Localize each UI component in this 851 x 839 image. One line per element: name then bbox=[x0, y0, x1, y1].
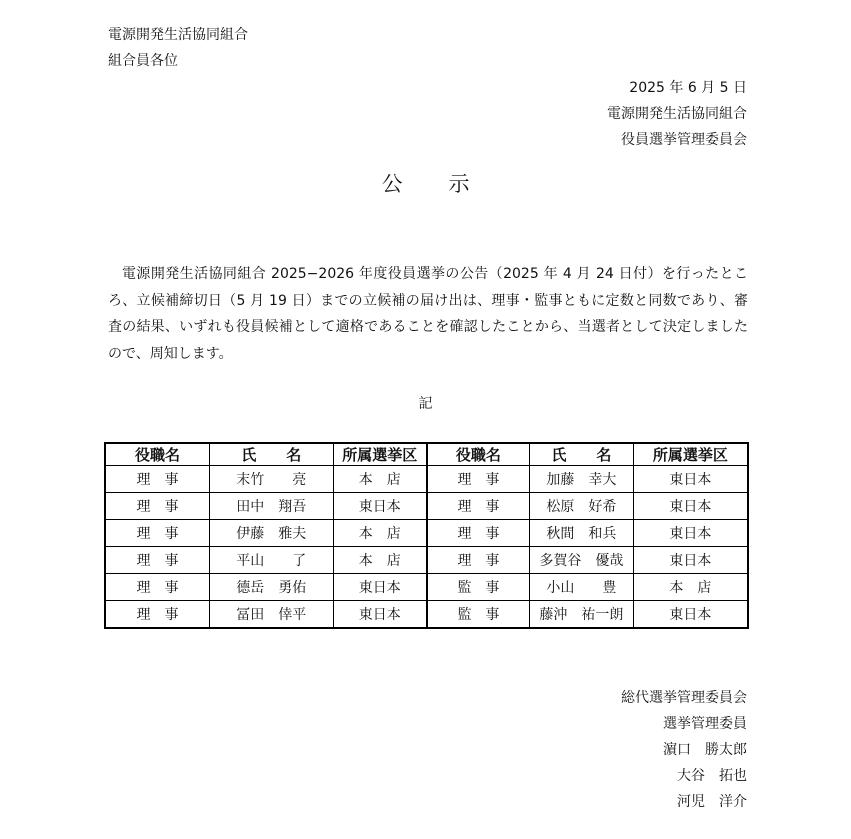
header-position: 役職名 bbox=[105, 443, 210, 466]
signature-committee: 総代選挙管理委員会 bbox=[621, 690, 747, 706]
cell-position: 監 事 bbox=[427, 601, 530, 629]
table-row bbox=[105, 601, 748, 629]
cell-position: 理 事 bbox=[105, 601, 210, 629]
cell-name: 伊藤 雅夫 bbox=[210, 520, 334, 547]
cell-position: 理 事 bbox=[105, 574, 210, 601]
header-district: 所属選挙区 bbox=[333, 443, 427, 466]
table-row bbox=[105, 574, 748, 601]
cell-name: 藤沖 祐一朗 bbox=[529, 601, 633, 629]
table-row bbox=[105, 466, 748, 493]
cell-position: 監 事 bbox=[427, 574, 530, 601]
cell-name: 德岳 勇佑 bbox=[210, 574, 334, 601]
table-row bbox=[105, 493, 748, 520]
cell-name: 末竹 亮 bbox=[210, 466, 334, 493]
cell-position: 理 事 bbox=[105, 493, 210, 520]
cell-district: 本 店 bbox=[333, 520, 427, 547]
header-name: 氏 名 bbox=[529, 443, 633, 466]
cell-name: 小山 豊 bbox=[529, 574, 633, 601]
cell-district: 本 店 bbox=[333, 547, 427, 574]
cell-district: 本 店 bbox=[333, 466, 427, 493]
body-paragraph: 電源開発生活協同組合 2025−2026 年度役員選挙の公告（2025 年 4 月 24 日付）を行ったところ、立候補締切日（5 月 19 日）までの立候補の届け出は、理事・監事ともに定数と同数であり、審査の結果、いずれも役員候補として適格であることを確認したことから、当選者として決定しましたので、周知します。 bbox=[108, 266, 748, 362]
signature-member: 濵口 勝太郎 bbox=[663, 742, 747, 758]
cell-district: 東日本 bbox=[633, 493, 748, 520]
cell-district: 東日本 bbox=[633, 520, 748, 547]
page-title bbox=[0, 168, 851, 198]
signature-member: 河児 洋介 bbox=[677, 794, 747, 810]
cell-name: 田中 翔吾 bbox=[210, 493, 334, 520]
header-name: 氏 名 bbox=[210, 443, 334, 466]
cell-position: 理 事 bbox=[427, 493, 530, 520]
title-char-2: 示 bbox=[448, 172, 470, 196]
cell-district: 東日本 bbox=[633, 466, 748, 493]
cell-name: 多賀谷 優哉 bbox=[529, 547, 633, 574]
addressee: 組合員各位 bbox=[108, 53, 178, 69]
header-district: 所属選挙区 bbox=[633, 443, 748, 466]
cell-position: 理 事 bbox=[105, 547, 210, 574]
elected-officers-table bbox=[104, 442, 749, 629]
title-char-1: 公 bbox=[381, 172, 403, 196]
cell-district: 本 店 bbox=[633, 574, 748, 601]
cell-district: 東日本 bbox=[333, 493, 427, 520]
cell-name: 加藤 幸大 bbox=[529, 466, 633, 493]
issuer-org: 電源開発生活協同組合 bbox=[607, 106, 747, 122]
cell-position: 理 事 bbox=[427, 547, 530, 574]
cell-name: 松原 好希 bbox=[529, 493, 633, 520]
table-row bbox=[105, 520, 748, 547]
ki-label: 記 bbox=[418, 396, 433, 412]
signature-member: 大谷 拓也 bbox=[677, 768, 747, 784]
cell-name: 秋間 和兵 bbox=[529, 520, 633, 547]
cell-name: 平山 了 bbox=[210, 547, 334, 574]
cell-district: 東日本 bbox=[333, 601, 427, 629]
cell-position: 理 事 bbox=[427, 466, 530, 493]
signature-role: 選挙管理委員 bbox=[663, 716, 747, 732]
cell-position: 理 事 bbox=[105, 520, 210, 547]
cell-position: 理 事 bbox=[427, 520, 530, 547]
issue-date: 2025 年 6 月 5 日 bbox=[629, 80, 747, 96]
table-row bbox=[105, 547, 748, 574]
issuer: 役員選挙管理委員会 bbox=[621, 132, 747, 148]
cell-position: 理 事 bbox=[105, 466, 210, 493]
addressee-org: 電源開発生活協同組合 bbox=[108, 27, 248, 43]
cell-name: 冨田 倖平 bbox=[210, 601, 334, 629]
cell-district: 東日本 bbox=[333, 574, 427, 601]
header-position: 役職名 bbox=[427, 443, 530, 466]
table-header-row bbox=[105, 443, 748, 466]
announcement-body bbox=[108, 261, 748, 367]
cell-district: 東日本 bbox=[633, 547, 748, 574]
cell-district: 東日本 bbox=[633, 601, 748, 629]
